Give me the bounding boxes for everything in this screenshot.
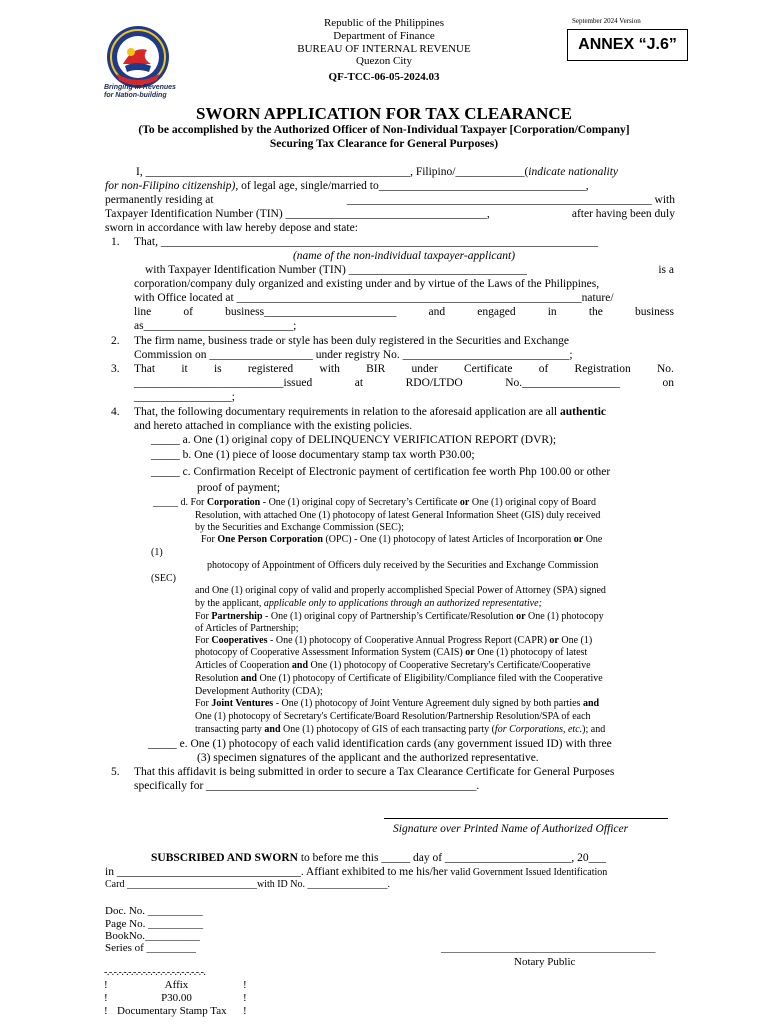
intro-line-5: sworn in accordance with law hereby depose and state: bbox=[105, 222, 358, 234]
item-1-line-5: with Office located at ____________________________________________________________nature/ bbox=[134, 292, 614, 304]
stamp-bar-left-1: ! bbox=[104, 979, 108, 991]
stamp-border: -.-.-.-.-.-.-.-.-.-.-.-.-.-.-.-.-.-.-.-.-. bbox=[104, 967, 206, 978]
stamp-label: Documentary Stamp Tax bbox=[117, 1005, 227, 1017]
requirement-d-cooperatives-line-4: Resolution and One (1) photocopy of Certificate of Eligibility/Compliance filed with the Cooperative bbox=[195, 673, 603, 684]
book-no: BookNo.__________ bbox=[105, 930, 201, 942]
doc-no: Doc. No. __________ bbox=[105, 905, 203, 917]
item-1-line-4: corporation/company duly organized and existing under and by virtue of the Laws of the Philippines, bbox=[134, 278, 600, 290]
item-1-line-6: line of business_______________________ and engaged in the business bbox=[134, 306, 674, 318]
requirement-d-opc-line-2: photocopy of Appointment of Officers duly received by the Securities and Exchange Commission bbox=[207, 560, 599, 571]
item-1-line-3: with Taxpayer Identification Number (TIN) _______________________________ is a bbox=[145, 264, 674, 276]
item-5-line-2: specifically for _______________________________________________. bbox=[134, 780, 480, 792]
requirement-d-joint-ventures-line-2: One (1) photocopy of Secretary's Certificate/Board Resolution/Partnership Resolution/SPA of each bbox=[195, 711, 591, 722]
stamp-bar-right-1: ! bbox=[243, 979, 247, 991]
department-text: Department of Finance bbox=[333, 30, 435, 42]
requirement-d-line-2: Resolution, with attached One (1) photocopy of latest General Information Sheet (GIS) duly received bbox=[195, 510, 601, 521]
item-3-line-3: _________________; bbox=[134, 391, 235, 403]
series-of: Series of _________ bbox=[105, 942, 197, 954]
requirement-d-cooperatives: For Cooperatives - One (1) photocopy of Cooperative Annual Progress Report (CAPR) or One (1) bbox=[195, 635, 593, 646]
item-3-line-2: __________________________issued at RDO/LTDO No._________________ on bbox=[134, 377, 674, 389]
item-2-line-2: Commission on __________________ under registry No. _____________________________; bbox=[134, 349, 573, 361]
requirement-c-line-1: _____ c. Confirmation Receipt of Electronic payment of certification fee worth Php 100.00 or other bbox=[151, 466, 611, 478]
form-title: SWORN APPLICATION FOR TAX CLEARANCE bbox=[196, 104, 572, 123]
intro-line-3: permanently residing at _____________________________________________________ with bbox=[105, 194, 675, 206]
stamp-bar-left-3: ! bbox=[104, 1005, 108, 1017]
requirement-d-joint-ventures: For Joint Ventures - One (1) photocopy of Joint Venture Agreement duly signed by both parties and bbox=[195, 698, 600, 709]
requirement-c-line-2: proof of payment; bbox=[197, 482, 281, 494]
item-4-number: 4. bbox=[111, 406, 120, 418]
intro-line-4: Taxpayer Identification Number (TIN) ___________________________________, after having been duly bbox=[105, 208, 675, 220]
item-1-line-1: That, ____________________________________________________________________________ bbox=[134, 236, 598, 248]
jurat-line-1: SUBSCRIBED AND SWORN to before me this _____ day of ______________________, 20___ bbox=[151, 852, 606, 864]
item-5-line-1: That this affidavit is being submitted in order to secure a Tax Clearance Certificate for General Purposes bbox=[134, 766, 615, 778]
requirement-d-cooperatives-line-2: photocopy of Cooperative Assessment Information System (CAIS) or One (1) photocopy of latest bbox=[195, 647, 588, 658]
stamp-bar-right-2: ! bbox=[243, 992, 247, 1004]
intro-line-1: I, ______________________________________________, Filipino/____________(indicate nationality bbox=[136, 166, 619, 178]
notary-public-label: Notary Public bbox=[514, 956, 576, 968]
annex-label: ANNEX “J.6” bbox=[567, 29, 688, 61]
requirement-d-opc-line-3: and One (1) original copy of valid and properly accomplished Special Power of Attorney (SPA) signed bbox=[195, 585, 606, 596]
stamp-affix: Affix bbox=[164, 979, 189, 991]
form-subtitle: (To be accomplished by the Authorized Officer of Non-Individual Taxpayer [Corporation/Company] Securing Tax Clearance for General Purposes) bbox=[138, 124, 630, 150]
jurat-line-3: Card __________________________with ID No. ________________. bbox=[105, 879, 390, 890]
city-text: Quezon City bbox=[356, 55, 412, 67]
requirement-e-line-1: _____ e. One (1) photocopy of each valid identification cards (any government issued ID) with three bbox=[148, 738, 612, 750]
page-no: Page No. __________ bbox=[105, 918, 204, 930]
requirement-d-opc-one: (1) bbox=[151, 547, 163, 558]
item-4-line-1: That, the following documentary requirements in relation to the aforesaid application are all authentic bbox=[134, 406, 606, 418]
requirement-d-opc: For One Person Corporation (OPC) - One (1) photocopy of latest Articles of Incorporation or One bbox=[201, 534, 603, 545]
republic-text: Republic of the Philippines bbox=[323, 17, 445, 29]
notary-signature-line: _______________________________________ bbox=[441, 942, 656, 954]
requirement-d-line-3: by the Securities and Exchange Commission (SEC); bbox=[195, 522, 404, 533]
item-1-line-7: as__________________________; bbox=[134, 320, 297, 332]
version-text: September 2024 Version bbox=[572, 17, 641, 25]
item-2-number: 2. bbox=[111, 335, 120, 347]
logo-tagline: Bringing in Revenues for Nation-building bbox=[104, 84, 176, 99]
item-1-number: 1. bbox=[111, 236, 120, 248]
stamp-amount: P30.00 bbox=[161, 992, 192, 1004]
requirement-d-joint-ventures-line-3: transacting party and One (1) photocopy of GIS of each transacting party (for Corporations, etc.); and bbox=[195, 724, 606, 735]
requirement-d-cooperatives-line-3: Articles of Cooperation and One (1) photocopy of Cooperative Secretary's Certificate/Cooperative bbox=[195, 660, 591, 671]
item-3-line-1: That it is registered with BIR under Certificate of Registration No. bbox=[134, 363, 674, 375]
requirement-d-partnership: For Partnership - One (1) original copy of Partnership’s Certificate/Resolution or One (1) photocopy bbox=[195, 611, 604, 622]
item-4-line-2: and hereto attached in compliance with the existing policies. bbox=[134, 420, 413, 432]
requirement-d-opc-sec: (SEC) bbox=[151, 573, 176, 584]
requirement-d-opc-line-4: by the applicant, applicable only to applications through an authorized representative; bbox=[195, 598, 542, 609]
item-3-number: 3. bbox=[111, 363, 120, 375]
form-code: QF-TCC-06-05-2024.03 bbox=[328, 71, 440, 83]
bureau-text: BUREAU OF INTERNAL REVENUE bbox=[297, 43, 471, 55]
stamp-bar-left-2: ! bbox=[104, 992, 108, 1004]
intro-line-2: for non-Filipino citizenship), of legal age, single/married to____________________________________, bbox=[105, 180, 589, 192]
item-2-line-1: The firm name, business trade or style has been duly registered in the Securities and Exchange bbox=[134, 335, 569, 347]
requirement-d-cooperatives-line-5: Development Authority (CDA); bbox=[195, 686, 323, 697]
requirement-d-corporation: _____ d. For Corporation - One (1) original copy of Secretary’s Certificate or One (1) original copy of Board bbox=[153, 497, 596, 508]
requirement-d-partnership-line-2: of Articles of Partnership; bbox=[195, 623, 299, 634]
requirement-b: _____ b. One (1) piece of loose documentary stamp tax worth P30.00; bbox=[151, 449, 475, 461]
jurat-line-2: in ________________________________. Affiant exhibited to me his/her valid Government Issued Identification bbox=[105, 866, 608, 878]
item-5-number: 5. bbox=[111, 766, 120, 778]
requirement-a: _____ a. One (1) original copy of DELINQUENCY VERIFICATION REPORT (DVR); bbox=[151, 434, 557, 446]
signature-label: Signature over Printed Name of Authorized Officer bbox=[393, 823, 629, 835]
signature-line bbox=[384, 818, 668, 819]
item-1-name-caption: (name of the non-individual taxpayer-applicant) bbox=[292, 250, 516, 262]
requirement-e-line-2: (3) specimen signatures of the applicant and the authorized representative. bbox=[197, 752, 539, 764]
stamp-bar-right-3: ! bbox=[243, 1005, 247, 1017]
